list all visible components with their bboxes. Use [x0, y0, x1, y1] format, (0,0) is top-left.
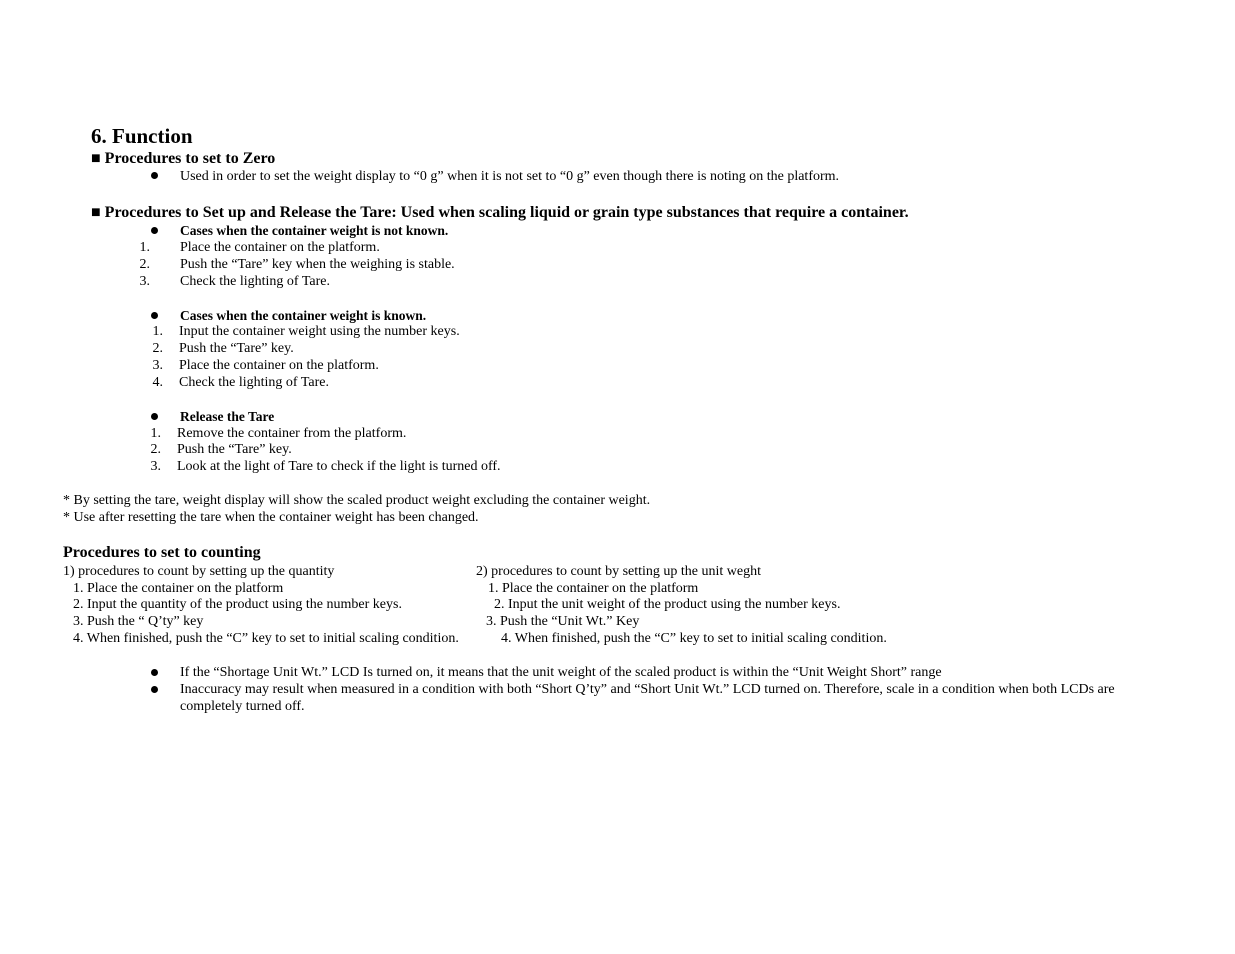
list-item: Remove the container from the platform.	[177, 426, 407, 441]
bullet-icon	[151, 413, 158, 420]
page-title: 6. Function	[91, 124, 193, 148]
bullet-icon	[151, 669, 158, 676]
counting-heading: Procedures to set to counting	[63, 544, 261, 561]
counting-note: Inaccuracy may result when measured in a condition with both “Short Q’ty” and “Short Unit Wt.” LCD turned on. Therefore, scale in a condition when both LCDs are	[180, 682, 1115, 697]
list-item: Push the “Tare” key when the weighing is stable.	[180, 257, 455, 272]
bullet-icon	[151, 172, 158, 179]
step-number: 1.	[139, 240, 150, 255]
counting-note-continued: completely turned off.	[180, 699, 305, 714]
step-number: 3.	[150, 459, 161, 474]
list-item: 4. When finished, push the “C” key to set to initial scaling condition.	[501, 631, 887, 646]
list-item: 1. Place the container on the platform	[73, 581, 284, 596]
tare-note: * Use after resetting the tare when the container weight has been changed.	[63, 510, 479, 525]
list-item: Check the lighting of Tare.	[179, 375, 330, 390]
list-item: 2. Input the unit weight of the product using the number keys.	[494, 597, 841, 612]
counting-right-title: 2) procedures to count by setting up the unit weght	[476, 564, 761, 579]
step-number: 1.	[152, 324, 163, 339]
counting-left-title: 1) procedures to count by setting up the quantity	[63, 564, 335, 579]
counting-note: If the “Shortage Unit Wt.” LCD Is turned on, it means that the unit weight of the scaled product is within the “Unit Weight Short” range	[180, 665, 942, 680]
list-item: Push the “Tare” key.	[179, 341, 294, 356]
list-item: 3. Push the “Unit Wt.” Key	[486, 614, 640, 629]
list-item: Push the “Tare” key.	[177, 442, 292, 457]
list-item: 2. Input the quantity of the product using the number keys.	[73, 597, 402, 612]
step-number: 4.	[152, 375, 163, 390]
bullet-icon	[151, 227, 158, 234]
bullet-icon	[151, 312, 158, 319]
tare-note: * By setting the tare, weight display will show the scaled product weight excluding the container weight.	[63, 493, 651, 508]
list-item: Place the container on the platform.	[179, 358, 379, 373]
step-number: 2.	[139, 257, 150, 272]
list-item: Check the lighting of Tare.	[180, 274, 331, 289]
step-number: 1.	[150, 426, 161, 441]
tare-release-title: Release the Tare	[180, 409, 275, 424]
zero-description: Used in order to set the weight display to “0 g” when it is not set to “0 g” even though there is noting on the platform.	[180, 169, 840, 184]
tare-unknown-title: Cases when the container weight is not known.	[180, 223, 449, 238]
tare-known-title: Cases when the container weight is known.	[180, 308, 427, 323]
list-item: Place the container on the platform.	[180, 240, 380, 255]
bullet-icon	[151, 686, 158, 693]
list-item: 4. When finished, push the “C” key to set to initial scaling condition.	[73, 631, 459, 646]
step-number: 2.	[152, 341, 163, 356]
step-number: 3.	[152, 358, 163, 373]
tare-heading: ■ Procedures to Set up and Release the Tare: Used when scaling liquid or grain type substances that require a container.	[91, 204, 909, 221]
step-number: 2.	[150, 442, 161, 457]
list-item: Look at the light of Tare to check if the light is turned off.	[177, 459, 501, 474]
list-item: Input the container weight using the number keys.	[179, 324, 460, 339]
list-item: 3. Push the “ Q’ty” key	[73, 614, 204, 629]
step-number: 3.	[139, 274, 150, 289]
zero-heading: ■ Procedures to set to Zero	[91, 150, 276, 167]
list-item: 1. Place the container on the platform	[488, 581, 699, 596]
